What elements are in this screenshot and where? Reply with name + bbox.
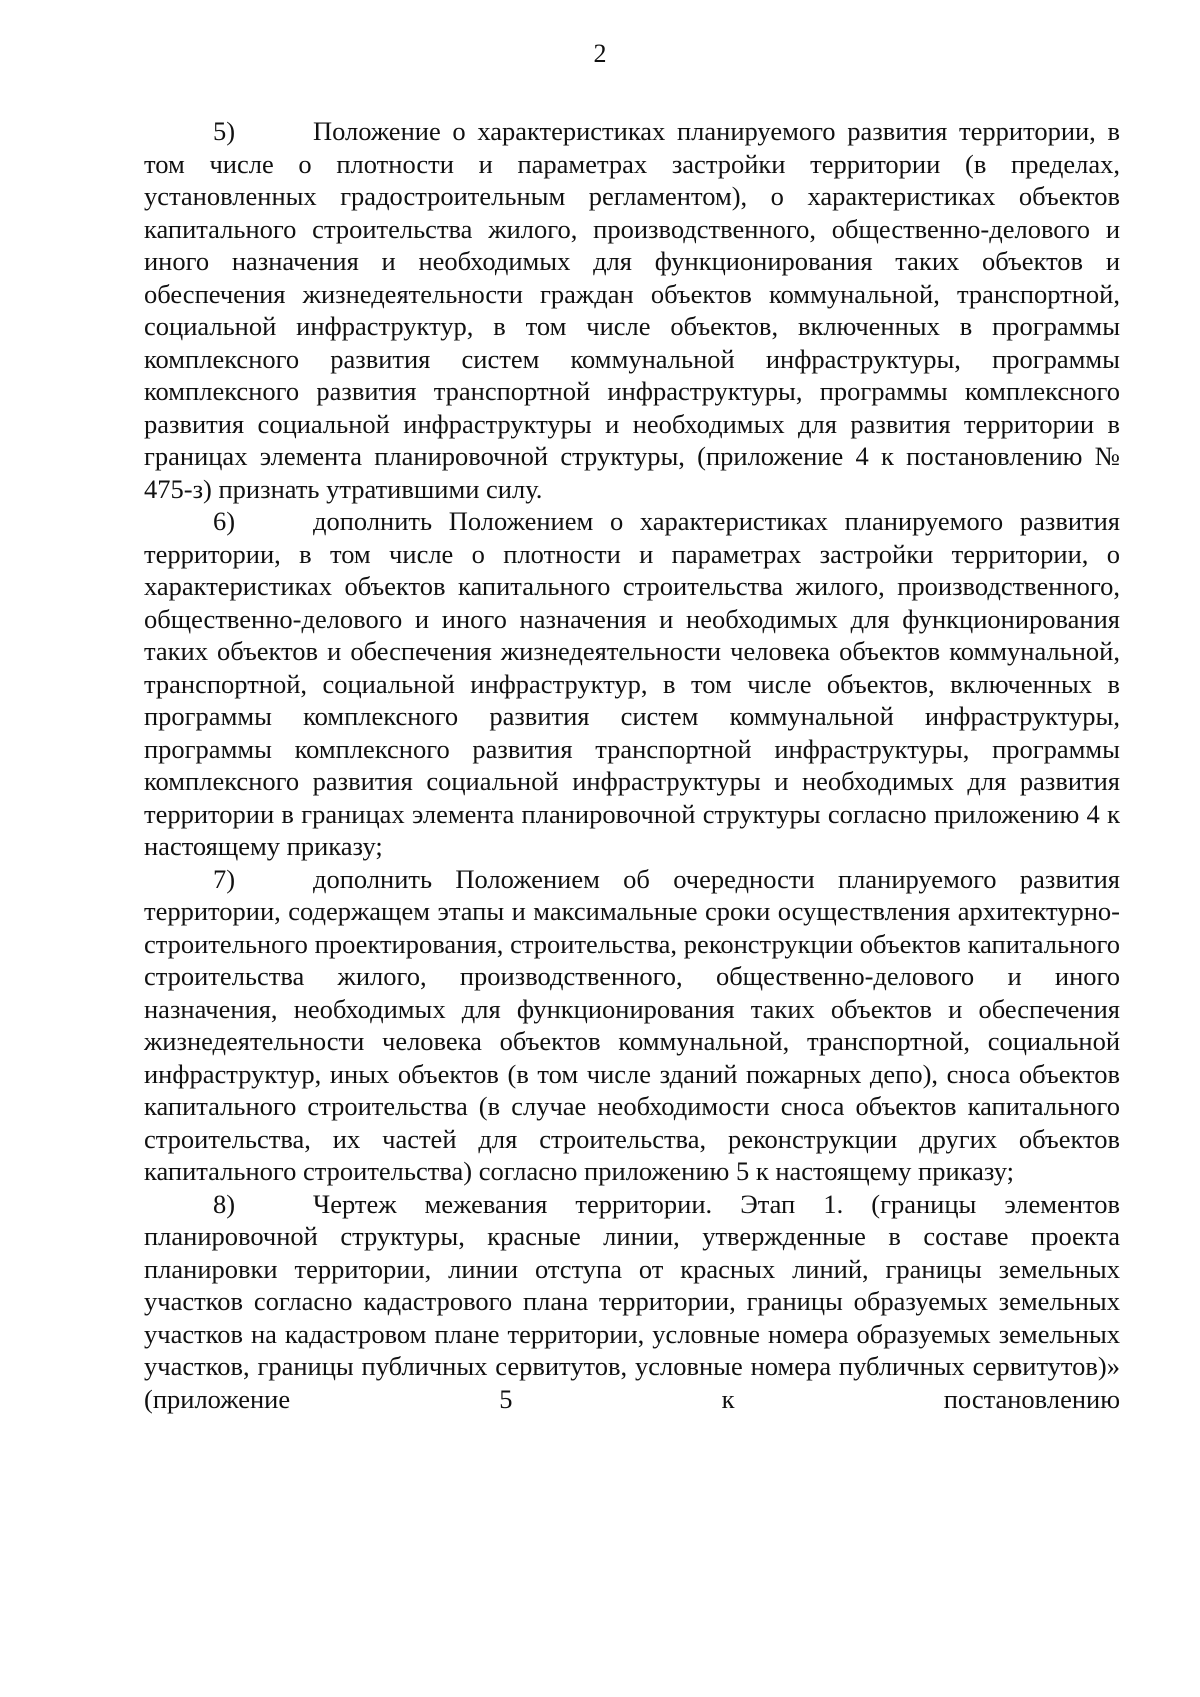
item-number: 7) [213,863,236,894]
item-text: дополнить Положением о характеристиках планируемого развития территории, в том числе о плотности и параметрах застройки территории, о характеристиках объектов капитального строительства жилого, производственного, общественно-делового и иного назначения и необходимых для функционирования таких объектов и обеспечения жизнедеятельности человека объектов коммунальной, транспортной, социальной инфраструктур, в том числе объектов, включенных в программы комплексного развития систем коммунальной инфраструктуры, программы комплексного развития транспортной инфраструктуры, программы комплексного развития социальной инфраструктуры и необходимых для развития территории в границах элемента планировочной структуры согласно приложению 4 к настоящему приказу; [144,506,1120,861]
item-text: Чертеж межевания территории. Этап 1. (границы элементов планировочной структуры, красные линии, утвержденные в составе проекта планировки территории, линии отступа от красных линий, границы земельных участков согласно кадастрового плана территории, границы образуемых земельных участков на кадастровом плане территории, условные номера образуемых земельных участков, границы публичных сервитутов, условные номера публичных сервитутов)» (приложение 5 к постановлению [144,1188,1120,1414]
item-text: Положение о характеристиках планируемого развития территории, в том числе о плотности и параметрах застройки территории (в пределах, установленных градостроительным регламентом), о характеристиках объектов капитального строительства жилого, производственного, общественно-делового и иного назначения и необходимых для функционирования таких объектов и обеспечения жизнедеятельности граждан объектов коммунальной, транспортной, социальной инфраструктур, в том числе объектов, включенных в программы комплексного развития систем коммунальной инфраструктуры, программы комплексного развития транспортной инфраструктуры, программы комплексного развития социальной инфраструктуры и необходимых для развития территории в границах элемента планировочной структуры, (приложение 4 к постановлению № 475-з) признать утратившими силу. [144,116,1120,504]
list-item-8 [144,1188,1120,1416]
list-item-5 [144,115,1120,505]
item-text: дополнить Положением об очередности планируемого развития территории, содержащем этапы и максимальные сроки осуществления архитектурно-строительного проектирования, строительства, реконструкции объектов капитального строительства жилого, производственного, общественно-делового и иного назначения, необходимых для функционирования таких объектов и обеспечения жизнедеятельности человека объектов коммунальной, транспортной, социальной инфраструктур, иных объектов (в том числе зданий пожарных депо), сноса объектов капитального строительства (в случае необходимости сноса объектов капитального строительства, их частей для строительства, реконструкции других объектов капитального строительства) согласно приложению 5 к настоящему приказу; [144,863,1120,1186]
document-body [144,115,1120,1415]
item-number: 8) [213,1188,236,1219]
list-item-6 [144,505,1120,863]
item-number: 5) [213,116,236,146]
list-item-7 [144,863,1120,1188]
page-number: 2 [593,39,607,68]
item-number: 6) [213,506,236,536]
